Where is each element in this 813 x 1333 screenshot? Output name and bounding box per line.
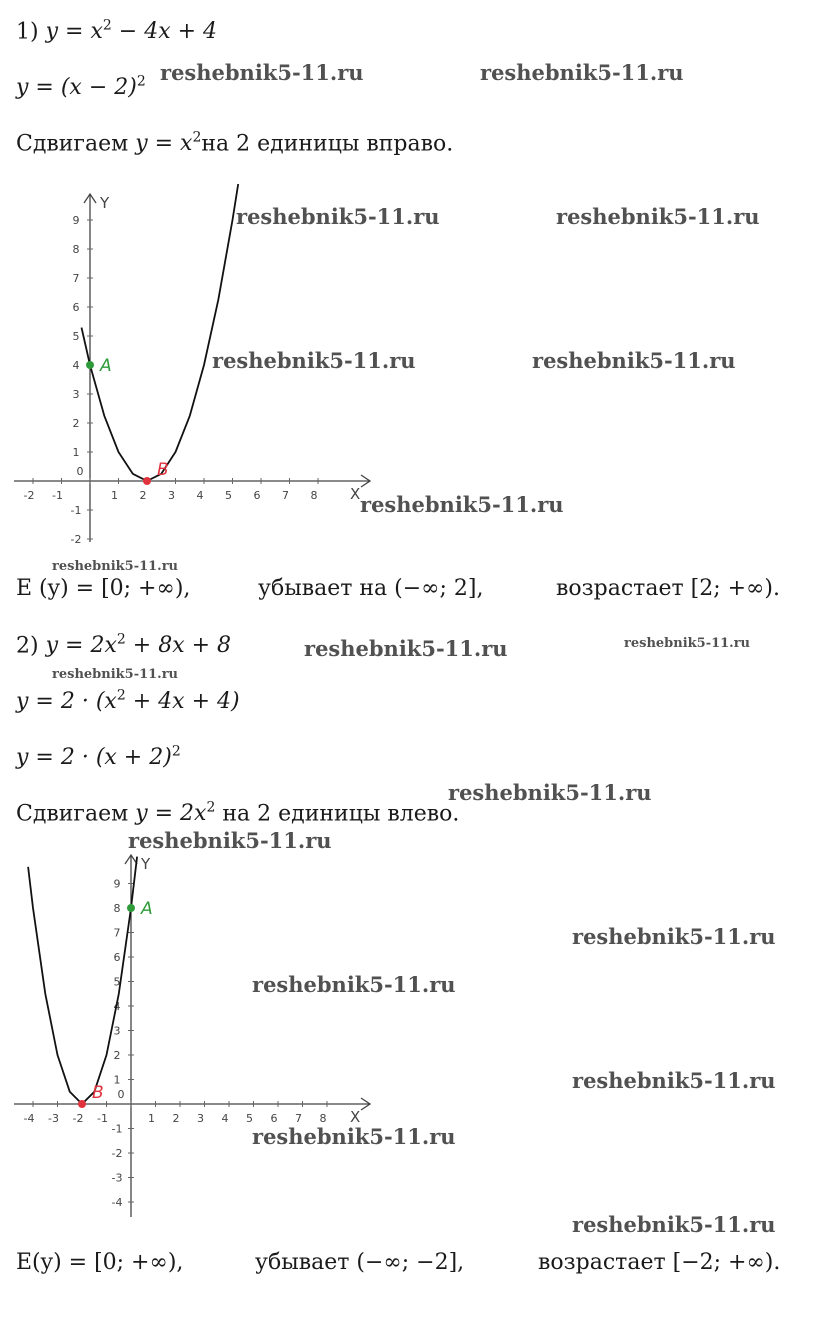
task1-factored: $y = (x - 2)^2$	[16, 74, 146, 101]
task2-equation: 2) $y = 2x^2 + 8x + 8$	[16, 632, 232, 659]
watermark: reshebnik5-11.ru	[480, 60, 684, 85]
task2-factor-step: $y = 2 \cdot (x^2 + 4x + 4)$	[16, 688, 240, 715]
y-tick-label: -2	[111, 1147, 123, 1160]
y-tick-label: 3	[72, 388, 80, 401]
x-tick-label: 1	[148, 1112, 155, 1125]
y-tick-label: 6	[72, 301, 80, 314]
x-tick-label: 2	[172, 1112, 180, 1125]
task2-shift-text: Сдвигаем $y = 2x^2$ на 2 единицы влево.	[16, 800, 460, 827]
y-tick-label: 5	[113, 975, 121, 989]
y-tick-label: 8	[113, 902, 121, 915]
x-tick-label: 6	[253, 489, 261, 502]
y-tick-label: 9	[113, 877, 121, 891]
watermark: reshebnik5-11.ru	[252, 1124, 456, 1149]
watermark: reshebnik5-11.ru	[52, 559, 179, 574]
watermark: reshebnik5-11.ru	[556, 204, 760, 229]
task1-range: E (y) = [0; +∞),	[16, 576, 191, 601]
x-tick-label: -1	[52, 489, 63, 502]
y-tick-label: 2	[113, 1049, 121, 1062]
x-tick-label: -4	[23, 1112, 35, 1125]
x-tick-label: 4	[196, 489, 204, 502]
y-tick-label: 7	[113, 926, 121, 940]
point-label-a: A	[141, 899, 153, 919]
x-tick-label: 8	[319, 1112, 327, 1125]
x-tick-label: 1	[111, 489, 118, 502]
task2-factored: $y = 2 \cdot (x + 2)^2$	[16, 744, 181, 771]
y-tick-label: 1	[113, 1073, 121, 1087]
watermark: reshebnik5-11.ru	[448, 780, 652, 805]
watermark: reshebnik5-11.ru	[572, 1212, 776, 1237]
x-tick-label: 6	[270, 1112, 278, 1125]
point-b	[143, 477, 151, 485]
x-tick-label: -2	[23, 489, 35, 502]
y-tick-label: 7	[72, 272, 80, 285]
x-axis-label: X	[350, 485, 361, 503]
y-tick-label: -1	[111, 1122, 123, 1136]
graph-2	[0, 845, 400, 1225]
y-tick-label: -1	[70, 504, 82, 517]
x-tick-label: 3	[197, 1112, 204, 1125]
y-tick-label: -3	[111, 1171, 123, 1185]
x-tick-label: 4	[221, 1112, 229, 1125]
x-tick-label: 0	[117, 1088, 125, 1101]
y-tick-label: 5	[72, 330, 80, 343]
watermark: reshebnik5-11.ru	[128, 828, 332, 853]
task1-label: 1)	[16, 19, 39, 45]
watermark: reshebnik5-11.ru	[160, 60, 364, 85]
task2-decreasing: убывает (−∞; −2],	[255, 1250, 465, 1275]
task1-equation	[16, 18, 217, 44]
watermark: reshebnik5-11.ru	[532, 348, 736, 373]
y-tick-label: 4	[113, 1000, 121, 1013]
point-label-a: A	[100, 356, 112, 376]
y-tick-label: -4	[111, 1196, 123, 1209]
task1-result	[16, 576, 190, 601]
y-tick-label: 2	[72, 417, 80, 430]
watermark: reshebnik5-11.ru	[252, 972, 456, 997]
y-tick-label: 3	[113, 1024, 121, 1038]
point-label-b: B	[157, 460, 169, 480]
x-axis-label: X	[350, 1108, 361, 1126]
y-tick-label: 4	[72, 359, 80, 372]
y-axis-label: Y	[141, 855, 151, 873]
x-tick-label: -1	[97, 1112, 108, 1125]
x-tick-label: 5	[246, 1112, 253, 1125]
x-tick-label: 5	[225, 489, 232, 502]
x-tick-label: 7	[282, 489, 289, 502]
watermark: reshebnik5-11.ru	[236, 204, 440, 229]
y-axis-label: Y	[100, 194, 110, 212]
x-tick-label: 7	[295, 1112, 302, 1125]
y-tick-label: 6	[113, 951, 121, 964]
y-tick-label: -2	[70, 533, 82, 546]
point-label-b: B	[92, 1083, 104, 1103]
x-tick-label: 2	[139, 489, 147, 502]
point-a	[86, 361, 94, 369]
watermark: reshebnik5-11.ru	[52, 667, 179, 682]
watermark: reshebnik5-11.ru	[304, 636, 508, 661]
x-tick-label: -3	[48, 1112, 59, 1125]
x-tick-label: 0	[76, 465, 84, 478]
watermark: reshebnik5-11.ru	[572, 924, 776, 949]
task1-eq1: $y = x^2 - 4x + 4$	[45, 18, 218, 45]
y-tick-label: 8	[72, 243, 80, 256]
watermark: reshebnik5-11.ru	[572, 1068, 776, 1093]
x-tick-label: -2	[72, 1112, 84, 1125]
x-tick-label: 8	[310, 489, 318, 502]
watermark: reshebnik5-11.ru	[360, 492, 564, 517]
task1-decreasing: убывает на (−∞; 2],	[258, 576, 484, 601]
y-tick-label: 9	[72, 214, 80, 227]
point-a	[127, 904, 135, 912]
x-tick-label: 3	[168, 489, 175, 502]
watermark: reshebnik5-11.ru	[624, 636, 751, 651]
y-tick-label: 1	[72, 446, 80, 459]
task1-increasing: возрастает [2; +∞).	[556, 576, 780, 601]
point-b	[78, 1100, 86, 1108]
task1-shift-text: Сдвигаем $y = x^2на$ 2 единицы вправо.	[16, 130, 454, 157]
parabola-curve	[28, 857, 137, 1104]
parabola-curve	[82, 184, 239, 481]
watermark: reshebnik5-11.ru	[212, 348, 416, 373]
task2-increasing: возрастает [−2; +∞).	[538, 1250, 781, 1275]
task2-range: E(y) = [0; +∞),	[16, 1250, 184, 1275]
